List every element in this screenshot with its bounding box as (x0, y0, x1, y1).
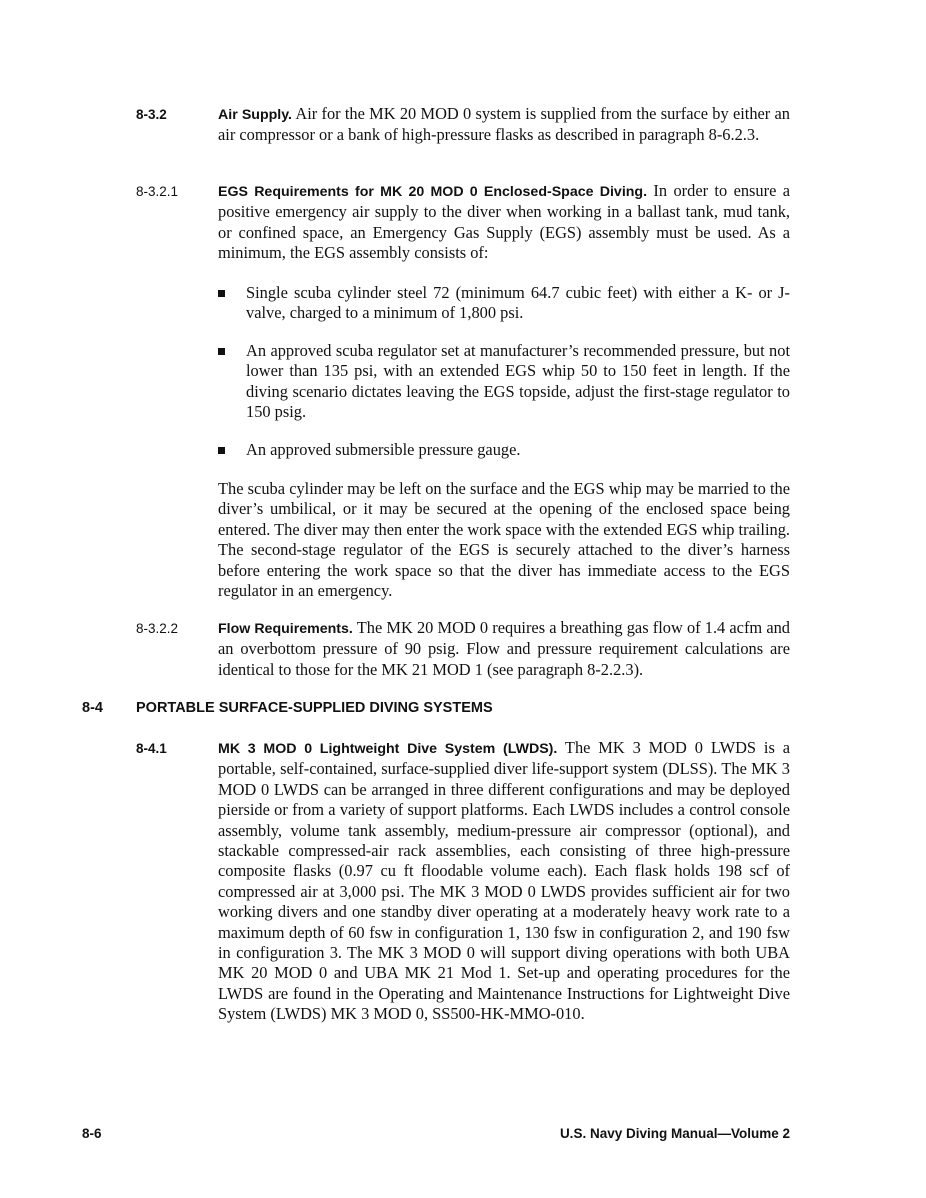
section-heading: EGS Requirements for MK 20 MOD 0 Enclosed-Space Diving. (218, 184, 648, 200)
section-heading: MK 3 MOD 0 Lightweight Dive System (LWDS). (218, 741, 558, 757)
square-bullet-icon (218, 348, 225, 355)
section-text: The MK 3 MOD 0 LWDS is a portable, self-contained, surface-supplied diver life-support system (DLSS). The MK 3 MOD 0 LWDS can be arranged in three different configurations and may be deployed pierside or from a variety of support platforms. Each LWDS includes a control console assembly, volume tank assembly, medium-pressure air compressor (optional), and stackable compressed-air rack assemblies, each consisting of three high-pressure composite flasks (0.97 cu ft floodable volume each). Each flask holds 198 scf of compressed air at 3,000 psi. The MK 3 MOD 0 LWDS provides sufficient air for two working divers and one standby diver operating at a moderately heavy work rate to a maximum depth of 60 fsw in configuration 1, 130 fsw in configuration 2, and 190 fsw in configuration 3. The MK 3 MOD 0 will support diving operations with both UBA MK 20 MOD 0 and UBA MK 21 Mod 1. Set-up and operating procedures for the LWDS are found in the Operating and Maintenance Instructions for Lightweight Dive System (LWDS) MK 3 MOD 0, SS500-HK-MMO-010. (218, 738, 790, 1024)
section-body (218, 618, 790, 680)
square-bullet-icon (218, 290, 225, 297)
section-number: 8-3.2 (136, 107, 167, 122)
section-closing-paragraph: The scuba cylinder may be left on the surface and the EGS whip may be married to the diver’s umbilical, or it may be secured at the opening of the enclosed space being entered. The diver may then enter the work space with the extended EGS whip trailing. The second-stage regulator of the EGS is securely attached to the diver’s harness before entering the work space so that the diver has immediate access to the EGS regulator in an emergency. (218, 479, 790, 601)
section-body (218, 104, 790, 146)
bullet-text: An approved scuba regulator set at manufacturer’s recommended pressure, but not lower than 135 psi, with an extended EGS whip 50 to 150 feet in length. If the diving scenario dictates leaving the EGS topside, adjust the first-stage regulator to 150 psig. (246, 341, 790, 422)
chapter-section-title: PORTABLE SURFACE-SUPPLIED DIVING SYSTEMS (136, 700, 493, 716)
section-text: The MK 20 MOD 0 requires a breathing gas flow of 1.4 acfm and an overbottom pressure of 90 psig. Flow and pressure requirement calculations are identical to those for the MK 21 MOD 1 (see paragraph 8-2.2.3). (218, 618, 790, 679)
section-text: In order to ensure a positive emergency air supply to the diver when working in a ballast tank, mud tank, or confined space, an Emergency Gas Supply (EGS) assembly must be used. As a minimum, the EGS assembly consists of: (218, 181, 791, 263)
chapter-section-number: 8-4 (82, 700, 103, 716)
section-body (218, 181, 790, 264)
footer-page-number: 8-6 (82, 1126, 102, 1141)
footer-manual-title: U.S. Navy Diving Manual—Volume 2 (559, 1126, 790, 1141)
section-number: 8-3.2.2 (136, 621, 179, 636)
section-heading: Flow Requirements. (218, 621, 353, 637)
section-heading: Air Supply. (218, 107, 293, 123)
section-number: 8-3.2.1 (136, 184, 179, 199)
section-number: 8-4.1 (136, 741, 167, 756)
section-text: Air for the MK 20 MOD 0 system is supplied from the surface by either an air compressor or a bank of high-pressure flasks as described in paragraph 8-6.2.3. (218, 104, 791, 145)
bullet-text: An approved submersible pressure gauge. (246, 440, 521, 459)
square-bullet-icon (218, 447, 225, 454)
section-body (218, 738, 790, 1025)
bullet-text: Single scuba cylinder steel 72 (minimum 64.7 cubic feet) with either a K- or J-valve, charged to a minimum of 1,800 psi. (246, 283, 790, 323)
